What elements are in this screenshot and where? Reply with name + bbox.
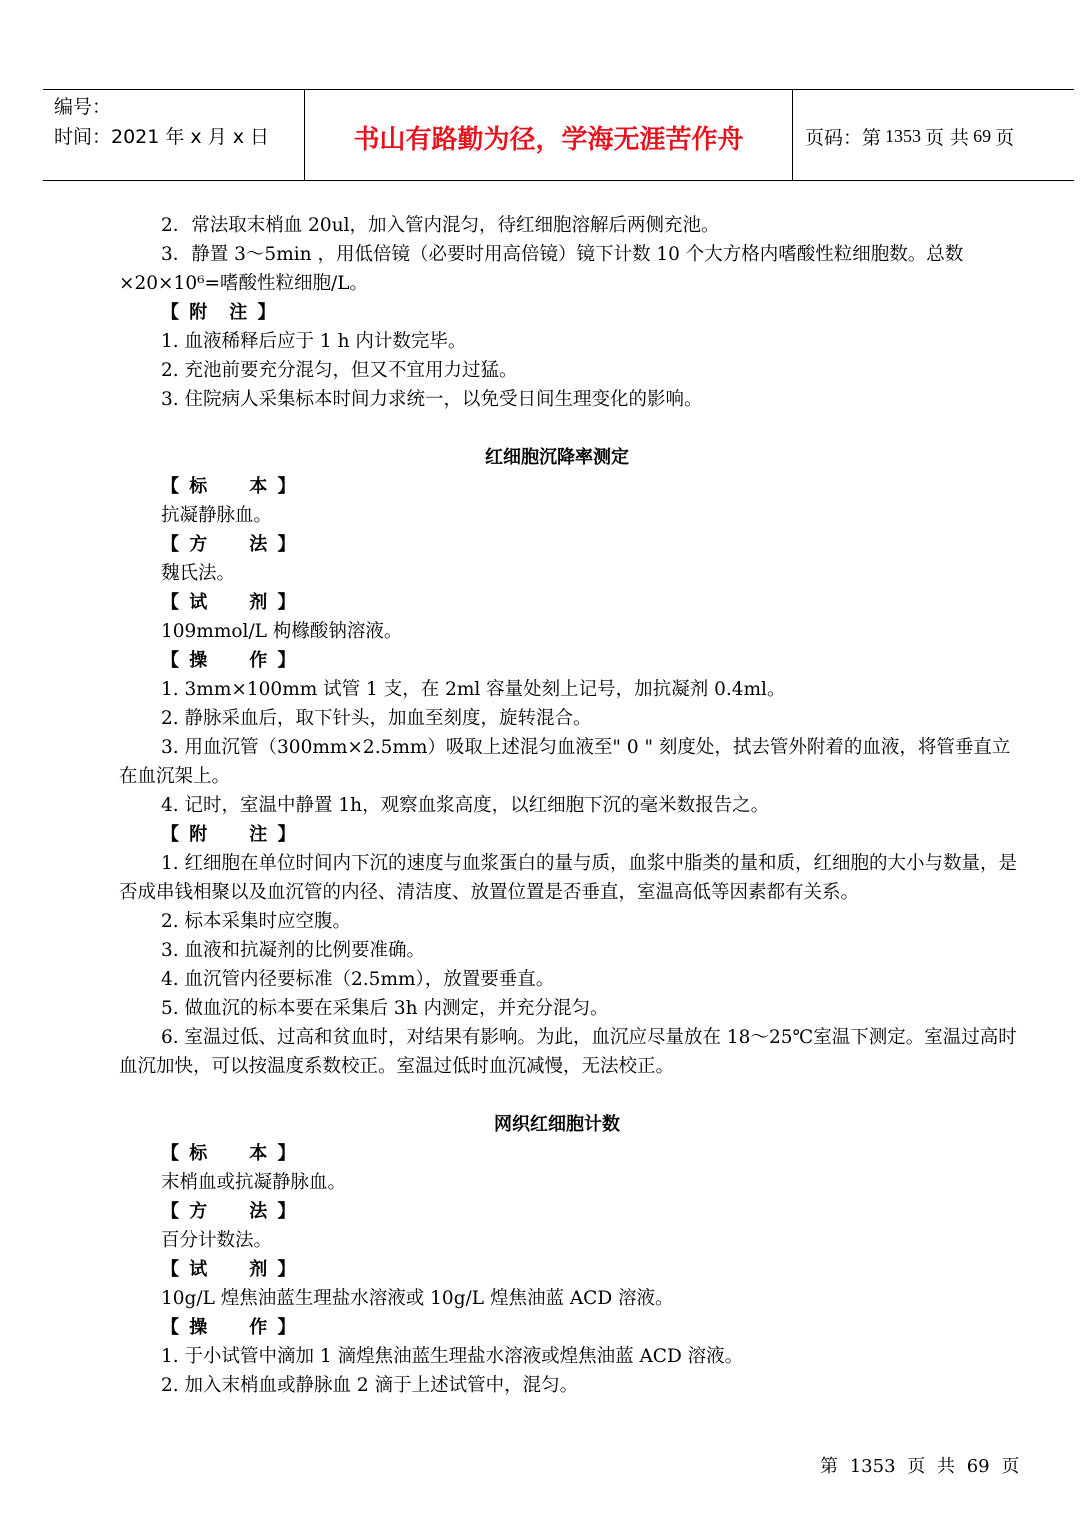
s2-reagent: 109mmol/L 枸橼酸钠溶液。 (161, 621, 403, 642)
s2-note-item: 2. 标本采集时应空腹。 (161, 911, 352, 932)
page-prefix: 页码：第 (805, 126, 882, 149)
header-page-info (793, 90, 1074, 180)
s2-operation-item: 1. 3mm×100mm 试管 1 支，在 2ml 容量处刻上记号，加抗凝剂 0.4ml。 (161, 679, 786, 700)
s2-specimen: 抗凝静脉血。 (161, 505, 273, 526)
s2-notes-heading: 【 附 注 】 (161, 824, 298, 845)
s3-specimen: 末梢血或抗凝静脉血。 (161, 1172, 347, 1193)
s2-note-item: 4. 血沉管内径要标准（2.5mm），放置要垂直。 (161, 969, 555, 990)
s2-method-heading: 【 方 法 】 (161, 534, 298, 555)
s1-note-item: 3. 住院病人采集标本时间力求统一，以免受日间生理变化的影响。 (161, 389, 703, 410)
s2-reagent-heading: 【 试 剂 】 (161, 592, 298, 613)
document-body (119, 211, 1019, 1400)
s2-method: 魏氏法。 (161, 563, 236, 584)
s1-note-item: 2. 充池前要充分混匀，但又不宜用力过猛。 (161, 360, 518, 381)
s3-reagent: 10g/L 煌焦油蓝生理盐水溶液或 10g/L 煌焦油蓝 ACD 溶液。 (161, 1288, 674, 1309)
document-header (43, 89, 1074, 181)
s2-note-item: 5. 做血沉的标本要在采集后 3h 内测定，并充分混匀。 (161, 998, 609, 1019)
s1-step-2: 2．常法取末梢血 20ul，加入管内混匀，待红细胞溶解后两侧充池。 (161, 215, 720, 236)
s2-note-item: 3. 血液和抗凝剂的比例要准确。 (161, 940, 426, 961)
s3-method: 百分计数法。 (161, 1230, 273, 1251)
page-suffix: 页 (995, 126, 1015, 149)
page-number: 1353 (885, 125, 922, 146)
s2-operation-item: 2. 静脉采血后，取下针头，加血至刻度，旋转混合。 (161, 708, 592, 729)
page-mid: 页 共 (925, 126, 970, 149)
s2-operation-item: 4. 记时，室温中静置 1h，观察血浆高度，以红细胞下沉的毫米数报告之。 (161, 795, 770, 816)
s3-reagent-heading: 【 试 剂 】 (161, 1259, 298, 1280)
header-meta (43, 90, 305, 180)
s3-operation-item: 1. 于小试管中滴加 1 滴煌焦油蓝生理盐水溶液或煌焦油蓝 ACD 溶液。 (161, 1346, 744, 1367)
s3-operation-item: 2. 加入末梢血或静脉血 2 滴于上述试管中，混匀。 (161, 1375, 579, 1396)
s2-specimen-heading: 【 标 本 】 (161, 476, 298, 497)
s2-operation-item: 3. 用血沉管（300mm×2.5mm）吸取上述混匀血液至" 0 " 刻度处，拭去管外附着的血液，将管垂直立在血沉架上。 (119, 737, 1011, 787)
time-label: 时间：2021 年 x 月 x 日 (54, 126, 270, 148)
s3-method-heading: 【 方 法 】 (161, 1201, 298, 1222)
s3-operation-heading: 【 操 作 】 (161, 1317, 298, 1338)
page-total: 69 (973, 125, 992, 146)
s3-title: 网织红细胞计数 (494, 1114, 620, 1135)
s1-notes-heading: 【 附 注 】 (161, 302, 278, 323)
header-motto: 书山有路勤为径，学海无涯苦作舟 (305, 90, 793, 180)
s2-note-item: 1. 红细胞在单位时间内下沉的速度与血浆蛋白的量与质，血浆中脂类的量和质，红细胞的大小与数量，是否成串钱相聚以及血沉管的内径、清洁度、放置位置是否垂直，室温高低等因素都有关系。 (119, 853, 1018, 903)
code-label: 编号： (54, 96, 112, 118)
s2-title: 红细胞沉降率测定 (485, 447, 629, 468)
s2-note-item: 6. 室温过低、过高和贫血时，对结果有影响。为此，血沉应尽量放在 18～25℃室温下测定。室温过高时血沉加快，可以按温度系数校正。室温过低时血沉减慢，无法校正。 (119, 1027, 1017, 1077)
s1-note-item: 1. 血液稀释后应于 1 h 内计数完毕。 (161, 331, 467, 352)
s1-step-3: 3．静置 3～5min ，用低倍镜（必要时用高倍镜）镜下计数 10 个大方格内嗜酸性粒细胞数。总数×20×10⁶=嗜酸性粒细胞/L。 (119, 244, 964, 294)
s2-operation-heading: 【 操 作 】 (161, 650, 298, 671)
page-footer: 第 1353 页 共 69 页 (820, 1456, 1020, 1477)
s3-specimen-heading: 【 标 本 】 (161, 1143, 298, 1164)
